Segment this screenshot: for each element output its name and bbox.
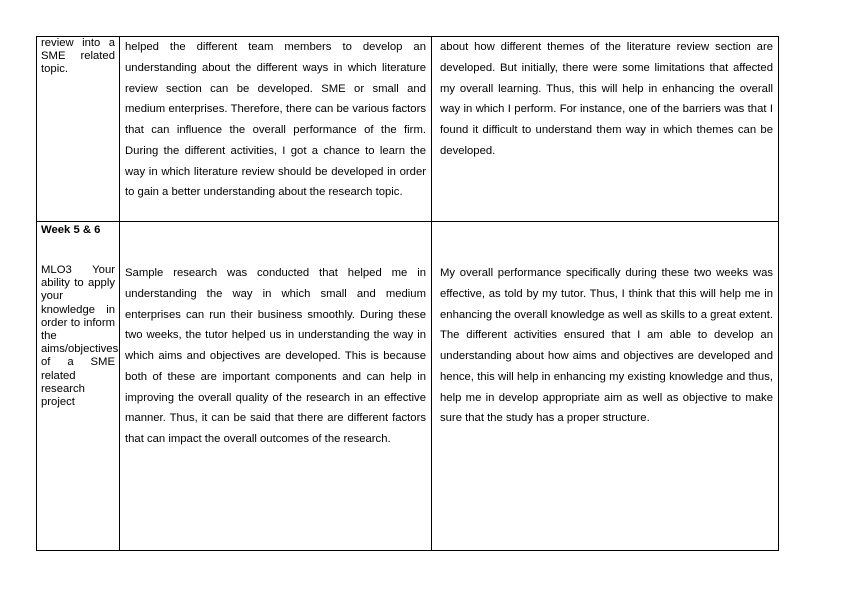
table-row bbox=[37, 37, 779, 222]
learning-outcome-text: MLO3 Your ability to apply your knowledge in order to inform the aims/objectives of a SME related research project bbox=[41, 264, 119, 409]
table-cell-reflection bbox=[432, 37, 779, 222]
table-row bbox=[37, 222, 779, 551]
table-cell-outcome bbox=[37, 222, 120, 551]
table-cell-outcome bbox=[37, 37, 120, 222]
week-label: Week 5 & 6 bbox=[41, 224, 101, 236]
reflection-table bbox=[36, 36, 779, 551]
reflection-text: about how different themes of the literature review section are developed. But initially, there were some limitations that affected my overall learning. Thus, this will help in enhancing the overall way in which I perform. For instance, one of the barriers was that I found it difficult to understand them way in which themes can be developed. bbox=[440, 41, 773, 157]
table-cell-reflection bbox=[432, 222, 779, 551]
activities-text: Sample research was conducted that helped me in understanding the way in which small and medium enterprises can run their business smoothly. During these two weeks, the tutor helped us in understanding the way in which aims and objectives are developed. This is because both of these are important components and can help in improving the overall quality of the research in an effective manner. Thus, it can be said that there are different factors that can impact the overall outcomes of the research. bbox=[125, 267, 426, 445]
learning-outcome-text: review into a SME related topic. bbox=[41, 37, 115, 76]
reflection-text: My overall performance specifically during these two weeks was effective, as told by my tutor. Thus, I think that this will help me in enhancing the overall knowledge as well as skills to a great extent. The different activities ensured that I am able to develop an understanding about how aims and objectives are developed and hence, this will help in enhancing my existing knowledge and thus, help me in develop appropriate aim as well as objective to make sure that the study has a proper structure. bbox=[440, 267, 773, 425]
table-cell-activities bbox=[120, 222, 432, 551]
activities-text: helped the different team members to develop an understanding about the different ways in which literature review section can be developed. SME or small and medium enterprises. Therefore, there can be various factors that can influence the overall performance of the firm. During the different activities, I got a chance to learn the way in which literature review should be developed in order to gain a better understanding about the research topic. bbox=[125, 41, 426, 199]
table-cell-activities bbox=[120, 37, 432, 222]
